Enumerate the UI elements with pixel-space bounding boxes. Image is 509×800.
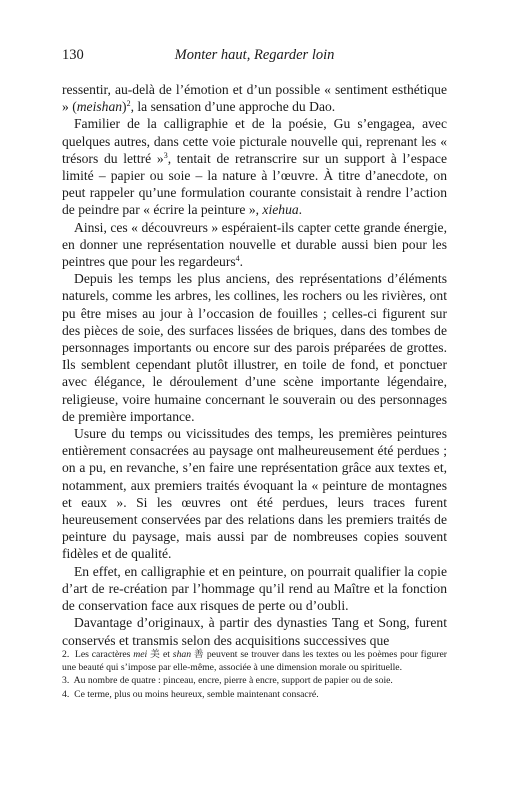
footnote-text-run: Ce terme, plus ou moins heureux, semble maintenant consacré. [74, 688, 319, 700]
paragraph-text-run: Ainsi, ces « découvreurs » espéraient-ils capter cette grande énergie, en donner une représentation nouvelle et durable aussi bien pour les peintres que pour les regardeurs [62, 219, 447, 270]
paragraph-text-run: , tentait de retranscrire sur un support à l’espace limité – papier ou soie – la nature à l’œuvre. À titre d’anecdote, on peut rappeler qu’une formulation courante consistait à rendre l’action de peindre par « écrire la peinture », [62, 150, 447, 218]
footnote-number: 2. [62, 649, 70, 660]
paragraph-text-run: ) [122, 99, 127, 115]
paragraph-text-run: . [298, 202, 303, 218]
footnotes [62, 649, 447, 702]
footnote [62, 689, 447, 702]
paragraph-text-run: En effet, en calligraphie et en peinture, on pourrait qualifier la copie d’art de re-création par l’hommage qu’il rend au Maître et la fonction de conservation face aux risques de perte ou d’oubli. [62, 563, 447, 614]
paragraph-italic-term: meishan [76, 99, 123, 115]
footnote-ref: 3 [163, 150, 168, 160]
footnote-text-run: Au nombre de quatre : pinceau, encre, pierre à encre, support de papier ou de soie. [73, 675, 393, 686]
footnote-ref: 4 [235, 254, 240, 264]
paragraph [62, 270, 447, 425]
paragraph [62, 563, 447, 615]
paragraph [62, 81, 447, 115]
footnote-ref: 2 [126, 99, 131, 109]
paragraph-text-run: Depuis les temps les plus anciens, des représentations d’éléments naturels, comme les arbres, les collines, les rochers ou les rivières, ont pu être mises au jour à l’occasion de fouilles ; celles-ci figurent sur des pièces de soie, des surfaces lissées de briques, dans des tombes de personnages importants ou encore sur des parois préparées de grottes. Ils semblent cependant plutôt illustrer, en toile de fond, et ponctuer avec élégance, le déroulement d’une scène importante légendaire, religieuse, voire humaine concernant le souverain ou des personnages de première importance. [62, 271, 447, 424]
paragraph-text-run: . [239, 254, 244, 270]
footnote-number: 3. [62, 675, 70, 686]
body-text [62, 81, 447, 649]
paragraph [62, 614, 447, 648]
footnote-text-run: 美 et [147, 649, 173, 660]
footnote [62, 649, 447, 674]
paragraph [62, 425, 447, 563]
page-number: 130 [62, 47, 84, 63]
paragraph-text-run: , la sensation d’une approche du Dao. [130, 99, 336, 115]
paragraph-text-run: Davantage d’originaux, à partir des dynasties Tang et Song, furent conservés et transmis selon des acquisitions successives que [62, 615, 447, 648]
footnote-number: 4. [62, 688, 70, 700]
paragraph-text-run: ressentir, au-delà de l’émotion et d’un possible « sentiment esthétique » ( [62, 82, 447, 115]
paragraph-text-run: Familier de la calligraphie et de la poésie, Gu s’engagea, avec quelques autres, dans cette voie picturale nouvelle qui, reprenant les « trésors du lettré » [62, 116, 447, 166]
paragraph-italic-term: xiehua [262, 202, 299, 218]
footnote-italic-term: shan [172, 649, 192, 660]
footnote [62, 675, 447, 688]
paragraph [62, 219, 447, 271]
footnote-text-run: 善 peuvent se trouver dans les textes ou les poèmes pour figurer une beauté qui s’impose par elle-même, associée à une dimension morale ou spirituelle. [62, 649, 448, 673]
footnote-text-run: Les caractères [74, 649, 134, 660]
paragraph-text-run: Usure du temps ou vicissitudes des temps, les premières peintures entièrement consacrées au paysage ont malheureusement été perdues ; on a pu, en revanche, s’en faire une représentation grâce aux textes et, notamment, aux premiers traités évoquant la « peinture de montagnes et eaux ». Si les œuvres ont été perdues, leurs traces furent heureusement conservées par des relations dans les premiers traités de peinture du paysage, mais aussi par de nombreuses copies souvent fidèles et de qualité. [62, 426, 447, 562]
paragraph [62, 115, 447, 218]
footnote-italic-term: mei [133, 649, 148, 660]
running-title: Monter haut, Regarder loin [174, 47, 335, 63]
